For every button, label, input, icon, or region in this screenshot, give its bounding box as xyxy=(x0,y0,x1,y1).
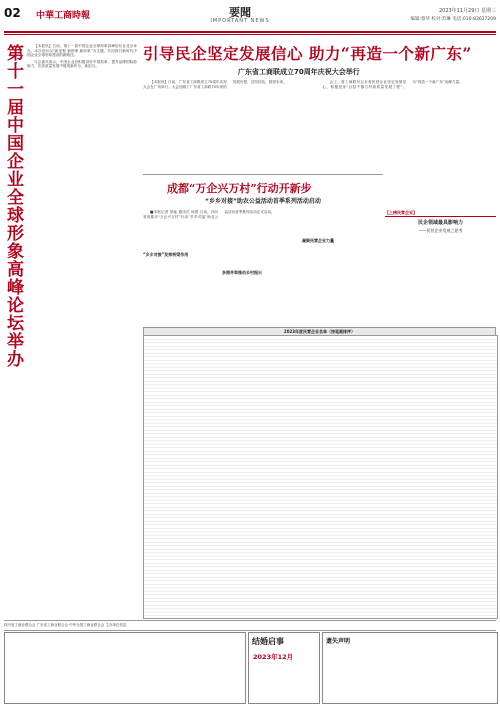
side-box-title: 民企领域最具影响力 xyxy=(417,220,463,226)
second-section2-title: 多措并举推动乡村振兴 xyxy=(222,270,262,275)
second-headline: 成都“万企兴万村”行动开新步 xyxy=(167,182,312,195)
second-subheadline: “乡乡对接”助农公益活动首季系列活动启动 xyxy=(205,198,321,205)
section-title: 要聞 xyxy=(229,6,251,19)
main-story-para: 会上，省工商联号召全省民营企业坚定发展信心，积极投身“百县千镇万村高质量发展工程”，为“再造一个新广东”贡献力量。 xyxy=(322,80,463,89)
main-subheadline: 广东省工商联成立70周年庆祝大会举行 xyxy=(238,68,360,76)
section-title-en: IMPORTANT NEWS xyxy=(210,18,270,24)
masthead-rule-thin xyxy=(4,34,496,35)
side-box-tag: 【上榜民营企业】 xyxy=(385,210,496,217)
issue-date: 2023年11月29日 星期三 xyxy=(438,8,496,14)
bottom-bar: 四川省工商业联合会 广东省工商业联合会 中华全国工商业联合会 主办单位信息 xyxy=(4,620,496,631)
masthead-rule xyxy=(4,31,496,33)
table-header: 2023年度民营企业名单（按笔画排序） xyxy=(143,327,496,337)
divider xyxy=(143,174,383,175)
side-box-body xyxy=(385,236,496,336)
loss-notice-title: 遗失声明 xyxy=(326,638,351,645)
page-number: 02 xyxy=(4,6,21,20)
paper-name: 中華工商時報 xyxy=(36,11,91,21)
second-story-lead: ■本报记者 蔡灿 通讯员 何蒙 日前，四川省成都市“万企兴万村”行动“乡乡对接”助农公益活动首季系列活动正式启动。 xyxy=(143,210,275,219)
left-story-body xyxy=(27,44,137,604)
main-story-lead: 【本报讯】日前，广东省工商联成立70周年庆祝大会在广州举行。大会回顾了广东省工商联70年来的发展历程，总结经验，展望未来。 xyxy=(143,80,287,89)
side-box-subtitle: ——民营企业发展之思考 xyxy=(418,228,463,233)
bottom-ad-left xyxy=(4,632,246,704)
notice-date: 2023年12月 xyxy=(253,653,294,661)
left-story-title: 第十一届中国企业全球形象高峰论坛举办 xyxy=(3,44,23,368)
second-section-title: “乡乡对接”发挥桥梁作用 xyxy=(143,252,189,257)
main-headline: 引导民企坚定发展信心 助力“再造一个新广东” xyxy=(143,44,472,63)
second-story-body xyxy=(143,210,381,322)
second-section3-title: 凝聚民营企业力量 xyxy=(302,238,334,243)
notice-title: 结婚启事 xyxy=(252,637,284,646)
main-story-body xyxy=(143,80,496,172)
editor-line: 编辑:蔡华 校对:苏琳 电话:010-83637209 xyxy=(410,17,496,22)
left-story-para: 与会嘉宾表示，中国企业应积极讲好中国故事，提升品牌国际影响力，在高质量发展中展现新作为、新担当。 xyxy=(27,59,137,69)
masthead xyxy=(4,4,496,30)
left-story-lead: 【本报讯】日前，第十一届中国企业全球形象高峰论坛在北京举办。本次论坛以“新征程 新使命 新形象”为主题，共同探讨新时代中国企业全球形象建设的新路径。 xyxy=(27,44,137,58)
table-grid xyxy=(143,335,498,619)
enterprise-table xyxy=(143,327,496,617)
